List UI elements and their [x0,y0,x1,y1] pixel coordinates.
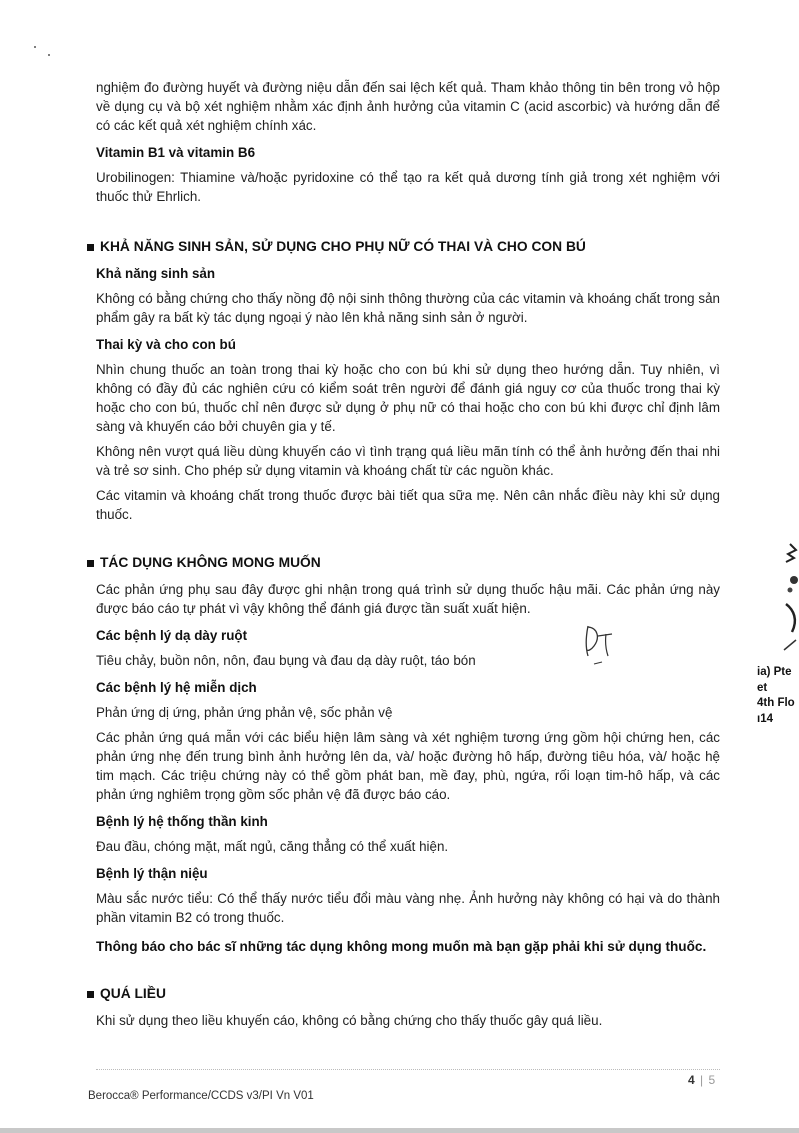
overdose-heading [96,985,720,1003]
adverse-heading-text: TÁC DỤNG KHÔNG MONG MUỐN [100,555,321,570]
pregnancy-paragraph-2: Không nên vượt quá liều dùng khuyến cáo vì tình trạng quá liều mãn tính có thể ảnh hưởng đến thai nhi và trẻ sơ sinh. Cho phép sử dụng vitamin và khoáng chất từ các nguồn khác. [96,444,720,478]
overdose-text: Khi sử dụng theo liều khuyến cáo, không có bằng chứng cho thấy thuốc gây quá liều. [96,1013,603,1028]
renal-heading: Bệnh lý thận niệu [96,866,208,881]
section-bullet-icon [87,560,94,567]
margin-fragment-4: ı14 [757,713,773,725]
gi-heading: Các bệnh lý dạ dày ruột [96,628,248,643]
section-bullet-icon [87,244,94,251]
renal-text: Màu sắc nước tiểu: Có thể thấy nước tiểu đổi màu vàng nhẹ. Ảnh hưởng này không có hại và do thành phần vitamin B2 có trong thuốc. [96,891,720,925]
fertility-heading [96,238,720,256]
section-bullet-icon [87,991,94,998]
immune-text-1: Phản ứng dị ứng, phản ứng phản vệ, sốc phản vệ [96,705,393,720]
vitamin-b-text: Urobilinogen: Thiamine và/hoặc pyridoxine có thể tạo ra kết quả dương tính giả trong xét nghiệm với thuốc thử Ehrlich. [96,170,720,204]
fertility-section [96,238,720,524]
adverse-effects-section [96,554,720,957]
scan-speck [34,46,36,48]
stamp-fragment-icon [776,540,799,670]
immune-heading: Các bệnh lý hệ miễn dịch [96,680,257,695]
scan-speck [48,54,50,56]
pregnancy-paragraph-3: Các vitamin và khoáng chất trong thuốc được bài tiết qua sữa mẹ. Nên cân nhắc điều này khi sử dụng thuốc. [96,488,720,522]
overdose-heading-text: QUÁ LIỀU [100,986,166,1001]
nervous-heading: Bệnh lý hệ thống thần kinh [96,814,268,829]
fertility-subheading: Khả năng sinh sản [96,266,216,281]
adverse-intro: Các phản ứng phụ sau đây được ghi nhận trong quá trình sử dụng thuốc hậu mãi. Các phản ứng này được báo cáo tự phát vì vậy không thể đánh giá được tần suất xuất hiện. [96,582,720,616]
page-separator: | [700,1073,704,1087]
page-number [688,1073,715,1087]
document-page [96,78,720,1030]
margin-fragment-2: et [757,682,768,694]
adverse-heading [96,554,720,572]
notice-text: Thông báo cho bác sĩ những tác dụng không mong muốn mà bạn gặp phải khi sử dụng thuốc. [96,939,707,954]
vitamin-b-heading: Vitamin B1 và vitamin B6 [96,145,256,160]
scan-bottom-edge [0,1128,799,1133]
gi-text: Tiêu chảy, buồn nôn, nôn, đau bụng và đau dạ dày ruột, táo bón [96,653,476,668]
document-id: Berocca® Performance/CCDS v3/PI Vn V01 [88,1090,314,1102]
page-total: 5 [708,1073,716,1087]
fertility-text: Không có bằng chứng cho thấy nồng độ nội sinh thông thường của các vitamin và khoáng chất trong sản phẩm gây ra bất kỳ tác dụng ngoại ý nào lên khả năng sinh sản ở người. [96,291,720,325]
pregnancy-subheading: Thai kỳ và cho con bú [96,337,236,352]
immune-text-2: Các phản ứng quá mẫn với các biểu hiện lâm sàng và xét nghiệm tương ứng gồm hội chứng hen, các phản ứng nhẹ đến trung bình ảnh hưởng lên da, và/ hoặc đường hô hấp, đường tiêu hóa, và/ hoặc hệ tim mạch. Các triệu chứng này có thể gồm phát ban, mề đay, phù, ngứa, rối loạn tim-hô hấp, và các phản ứng nghiêm trọng gồm sốc phản vệ đã được báo cáo. [96,730,720,802]
page-current: 4 [688,1073,695,1087]
nervous-text: Đau đầu, chóng mặt, mất ngủ, căng thẳng có thể xuất hiện. [96,839,449,854]
overdose-section [96,985,720,1030]
handwritten-initials-icon [580,622,620,666]
intro-paragraph: nghiệm đo đường huyết và đường niệu dẫn đến sai lệch kết quả. Tham khảo thông tin bên trong vỏ hộp về dụng cụ và bộ xét nghiệm nhằm xác định ảnh hưởng của vitamin C (acid ascorbic) và hướng dẫn để có các kết quả xét nghiệm chính xác. [96,80,720,133]
fertility-heading-text: KHẢ NĂNG SINH SẢN, SỬ DỤNG CHO PHỤ NỮ CÓ THAI VÀ CHO CON BÚ [100,239,586,254]
footer-divider [96,1069,720,1070]
margin-fragment-3: 4th Flo [757,697,795,709]
pregnancy-paragraph-1: Nhìn chung thuốc an toàn trong thai kỳ hoặc cho con bú khi sử dụng theo hướng dẫn. Tuy nhiên, vì không có đầy đủ các nghiên cứu có kiểm soát trên người để đánh giá nguy cơ của thuốc trong thai kỳ hoặc cho con bú, thuốc chỉ nên được sử dụng ở phụ nữ có thai hoặc cho con bú khi được chỉ định lâm sàng và khuyến cáo bởi chuyên gia y tế. [96,362,720,434]
margin-fragment-1: ia) Pte [757,666,792,678]
